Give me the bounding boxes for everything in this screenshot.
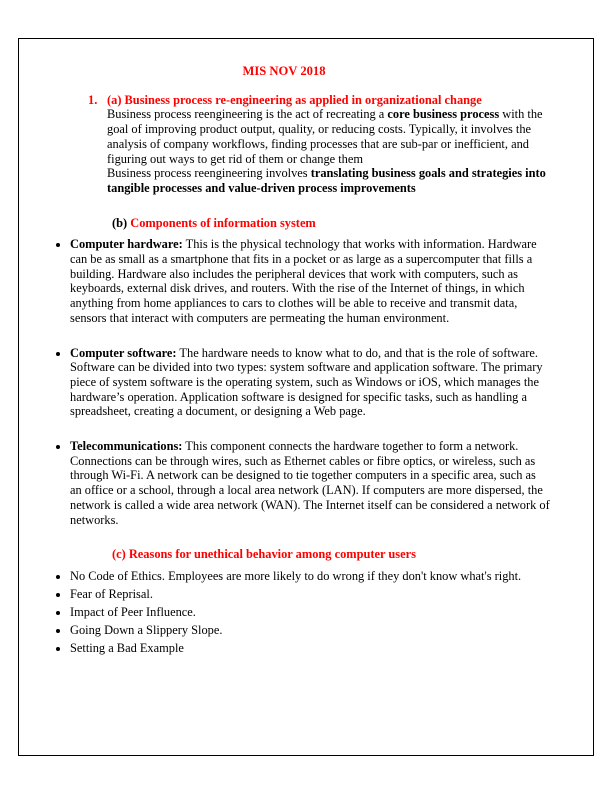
- list-item-fear-of-reprisal: • Fear of Reprisal.: [70, 587, 550, 602]
- list-item-slippery-slope: • Going Down a Slippery Slope.: [70, 623, 550, 638]
- paragraph-bpr-involves: [107, 166, 547, 195]
- paragraph-bpr-definition: [107, 107, 547, 166]
- list-item-text: The hardware needs to know what to do, and that is the role of software. Software can be divided into two types: system software and application software. The primary piece of system software is the operating system, such as Windows or iOS, which manages the hardware’s operation. Application software is designed for specific tasks, such as handling a spreadsheet, creating a document, or designing a Web page.: [70, 345, 543, 419]
- heading-section-a: (a) Business process re-engineering as applied in organizational change: [107, 92, 482, 107]
- list-item-bad-example: • Setting a Bad Example: [70, 641, 550, 656]
- question-1-heading: [88, 93, 550, 108]
- list-item-text: This component connects the hardware together to form a network. Connections can be through wires, such as Ethernet cables or fibre optics, or wireless, such as through Wi-Fi. A network can be designed to tie together computers in a specific area, such as an office or a school, through a local area network (LAN). If computers are more dispersed, the network is called a wide area network (WAN). The Internet itself can be considered a network of networks.: [70, 439, 550, 527]
- list-item-software: [70, 346, 550, 420]
- section-b-label: (b): [112, 215, 131, 230]
- paragraph-text: Business process reengineering involves: [107, 166, 311, 181]
- components-list: [18, 237, 550, 527]
- list-item-lead: Telecommunications:: [70, 439, 183, 454]
- list-item-telecommunications: [70, 439, 550, 527]
- page-content: [18, 38, 594, 756]
- heading-section-c: (c) Reasons for unethical behavior among computer users: [112, 547, 416, 562]
- list-item-no-code-of-ethics: • No Code of Ethics. Employees are more likely to do wrong if they don't know what's right.: [70, 569, 550, 584]
- paragraph-bold-text: translating business goals and strategies into tangible processes and value-driven process improvements: [107, 166, 546, 195]
- paragraph-text: Business process reengineering is the act of recreating a: [107, 107, 388, 122]
- heading-section-b: [112, 216, 550, 231]
- section-b-title: Components of information system: [130, 215, 316, 230]
- document-title: MIS NOV 2018: [242, 64, 326, 78]
- paragraph-text: with the goal of improving product output, quality, or reducing costs. Typically, it involves the analysis of company workflows, finding processes that are sub-par or inefficient, and figuring out ways to get rid of them or change them: [107, 107, 543, 166]
- list-item-hardware: [70, 237, 550, 325]
- unethical-reasons-list: [18, 569, 550, 656]
- question-number: 1.: [88, 92, 98, 107]
- list-item-text: This is the physical technology that works with information. Hardware can be as small as a smartphone that fits in a pocket or as large as a supercomputer that fills a building. Hardware also includes the peripheral devices that work with computers, such as keyboards, external disk drives, and routers. With the rise of the Internet of things, in which anything from home appliances to cars to clothes will be able to receive and transmit data, sensors that interact with computers are permeating the human environment.: [70, 237, 537, 325]
- list-item-lead: Computer software:: [70, 345, 177, 360]
- paragraph-bold-text: core business process: [387, 107, 500, 122]
- list-item-lead: Computer hardware:: [70, 237, 183, 252]
- list-item-peer-influence: • Impact of Peer Influence.: [70, 605, 550, 620]
